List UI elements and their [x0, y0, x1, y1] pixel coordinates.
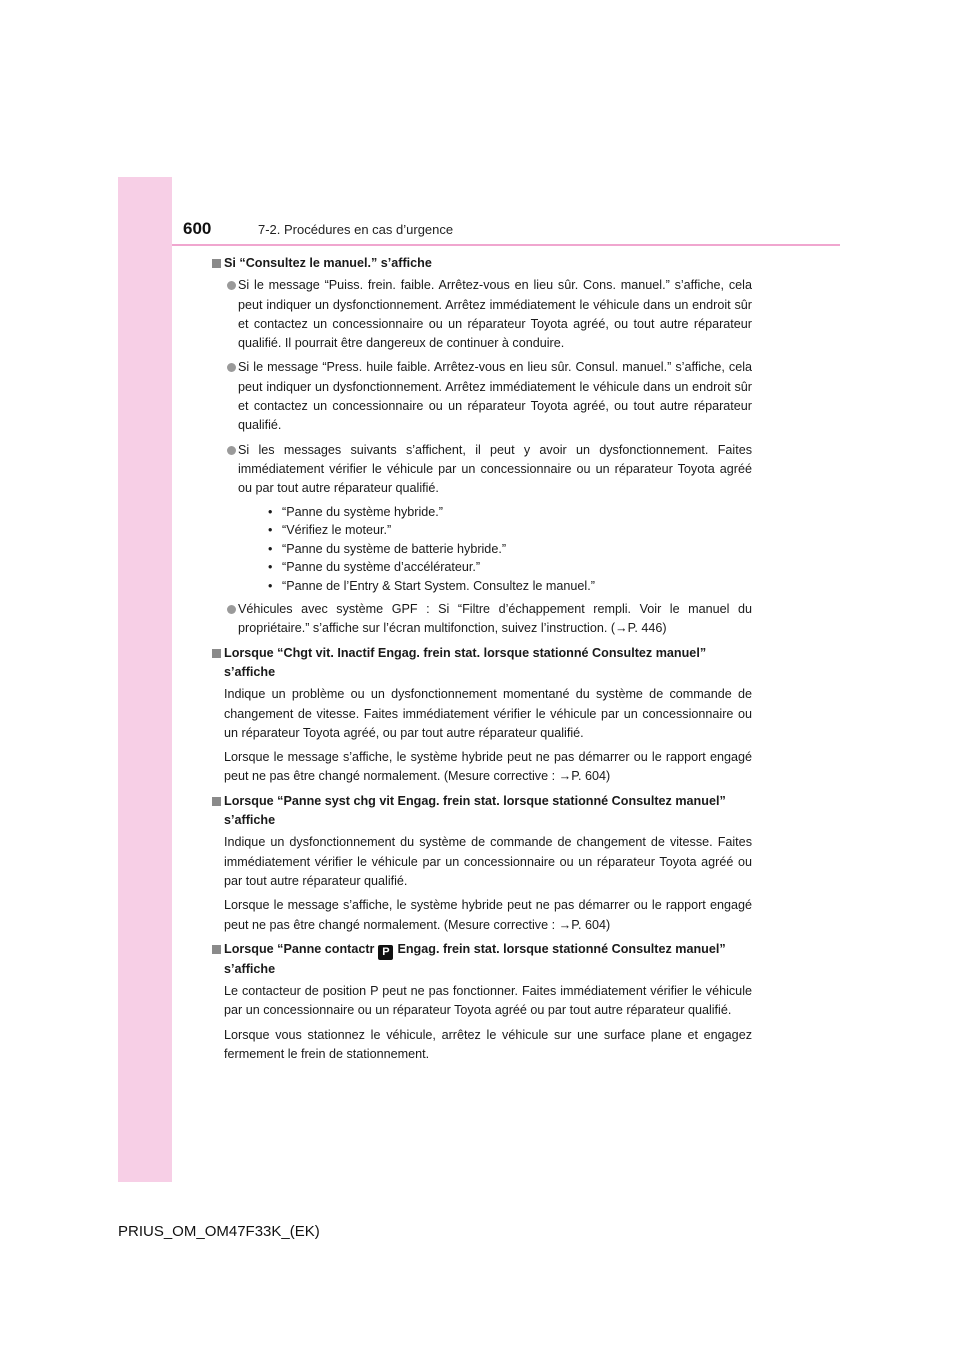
list-item: • “Vérifiez le moteur.”: [268, 523, 392, 538]
heading-text: Lorsque “Chgt vit. Inactif Engag. frein stat. lorsque stationné Consultez manuel” s’affiche: [224, 645, 707, 679]
bullet-item: [212, 600, 752, 639]
square-bullet-icon: [212, 945, 221, 954]
body-paragraph: Indique un dysfonctionnement du système de commande de changement de vitesse. Faites immédiatement vérifier le véhicule par un concessionnaire ou un réparateur Toyota agréé ou par tout autre réparateur qualifié.: [224, 835, 752, 888]
list-item-text: “Panne du système d’accélérateur.”: [282, 560, 481, 575]
bullet-text: Si le message “Press. huile faible. Arrêtez-vous en lieu sûr. Consul. manuel.” s’affiche, cela peut indiquer un dysfonctionnement. Arrêtez immédiatement le véhicule dans un endroit sûr et contactez un concessionnaire ou un réparateur Toyota agréé, ou tout autre réparateur qualifié.: [238, 360, 752, 433]
list-item-text: “Panne du système de batterie hybride.”: [282, 541, 507, 556]
heading-text-end: Engag. frein stat. lorsque stationné Consultez manuel” s’affiche: [224, 941, 726, 976]
heading-text-start: Lorsque “Panne contactr: [224, 941, 375, 956]
circle-bullet-icon: [227, 281, 236, 290]
circle-bullet-icon: [227, 605, 236, 614]
section-title: 7-2. Procédures en cas d’urgence: [258, 222, 454, 237]
square-bullet-icon: [212, 649, 221, 658]
list-item-text: “Panne de l’Entry & Start System. Consultez le manuel.”: [282, 578, 595, 593]
list-item: • “Panne du système d’accélérateur.”: [268, 560, 481, 575]
section-heading: [212, 792, 752, 831]
bullet-text: Si le message “Puiss. frein. faible. Arrêtez-vous en lieu sûr. Cons. manuel.” s’affiche, cela peut indiquer un dysfonctionnement. Arrêtez immédiatement le véhicule dans un endroit sûr et contactez un concessionnaire ou un réparateur Toyota agréé, ou tout autre réparateur qualifié. Il pourrait être dangereux de continuer à conduire.: [238, 278, 752, 351]
body-paragraph: Lorsque vous stationnez le véhicule, arrêtez le véhicule sur une surface plane et engagez fermement le frein de stationnement.: [224, 1027, 752, 1061]
page-number: 600: [183, 219, 212, 238]
section-heading: [212, 940, 752, 979]
circle-bullet-icon: [227, 363, 236, 372]
bullet-item: [212, 358, 752, 435]
bullet-item: [212, 441, 752, 595]
heading-text: Lorsque “Panne syst chg vit Engag. frein stat. lorsque stationné Consultez manuel” s’affiche: [224, 793, 726, 828]
document-code: PRIUS_OM_OM47F33K_(EK): [118, 1223, 320, 1240]
chapter-sidebar-tab: [118, 177, 172, 1182]
bullet-text: Véhicules avec système GPF : Si “Filtre d’échappement rempli. Voir le manuel du propriétaire.” s’affiche sur l’écran multifonction, suivez l’instruction. (→P. 446): [238, 602, 752, 636]
heading-text: Si “Consultez le manuel.” s’affiche: [224, 256, 432, 270]
square-bullet-icon: [212, 259, 221, 268]
body-paragraph: Lorsque le message s’affiche, le système hybride peut ne pas démarrer ou le rapport engagé peut ne pas être changé normalement. (Mesure corrective : →P. 604): [224, 898, 752, 932]
body-paragraph: Indique un problème ou un dysfonctionnement momentané du système de commande de changement de vitesse. Faites immédiatement vérifier le véhicule par un concessionnaire ou un réparateur Toyota agréé, ou par tout autre réparateur qualifié.: [224, 687, 752, 740]
parking-p-icon: P: [378, 945, 393, 960]
message-list: [238, 503, 752, 596]
body-paragraph: Le contacteur de position P peut ne pas fonctionner. Faites immédiatement vérifier le véhicule par un concessionnaire ou un réparateur Toyota agréé ou par tout autre réparateur qualifié.: [224, 984, 752, 1018]
section-heading: [212, 644, 752, 683]
list-item-text: “Vérifiez le moteur.”: [282, 523, 392, 538]
list-item-text: “Panne du système hybride.”: [282, 504, 444, 519]
bullet-item: [212, 276, 752, 353]
page-content: [212, 254, 752, 1069]
square-bullet-icon: [212, 797, 221, 806]
list-item: • “Panne du système de batterie hybride.”: [268, 541, 507, 556]
header-rule: [172, 244, 840, 246]
bullet-text: Si les messages suivants s’affichent, il peut y avoir un dysfonctionnement. Faites immédiatement vérifier le véhicule par un concessionnaire ou un réparateur Toyota agréé ou par tout autre réparateur qualifié.: [238, 442, 752, 496]
circle-bullet-icon: [227, 446, 236, 455]
section-heading: [212, 254, 752, 273]
list-item: • “Panne du système hybride.”: [268, 504, 444, 519]
list-item: • “Panne de l’Entry & Start System. Consultez le manuel.”: [268, 578, 595, 593]
body-paragraph: Lorsque le message s’affiche, le système hybride peut ne pas démarrer ou le rapport engagé peut ne pas être changé normalement. (Mesure corrective : →P. 604): [224, 750, 752, 784]
